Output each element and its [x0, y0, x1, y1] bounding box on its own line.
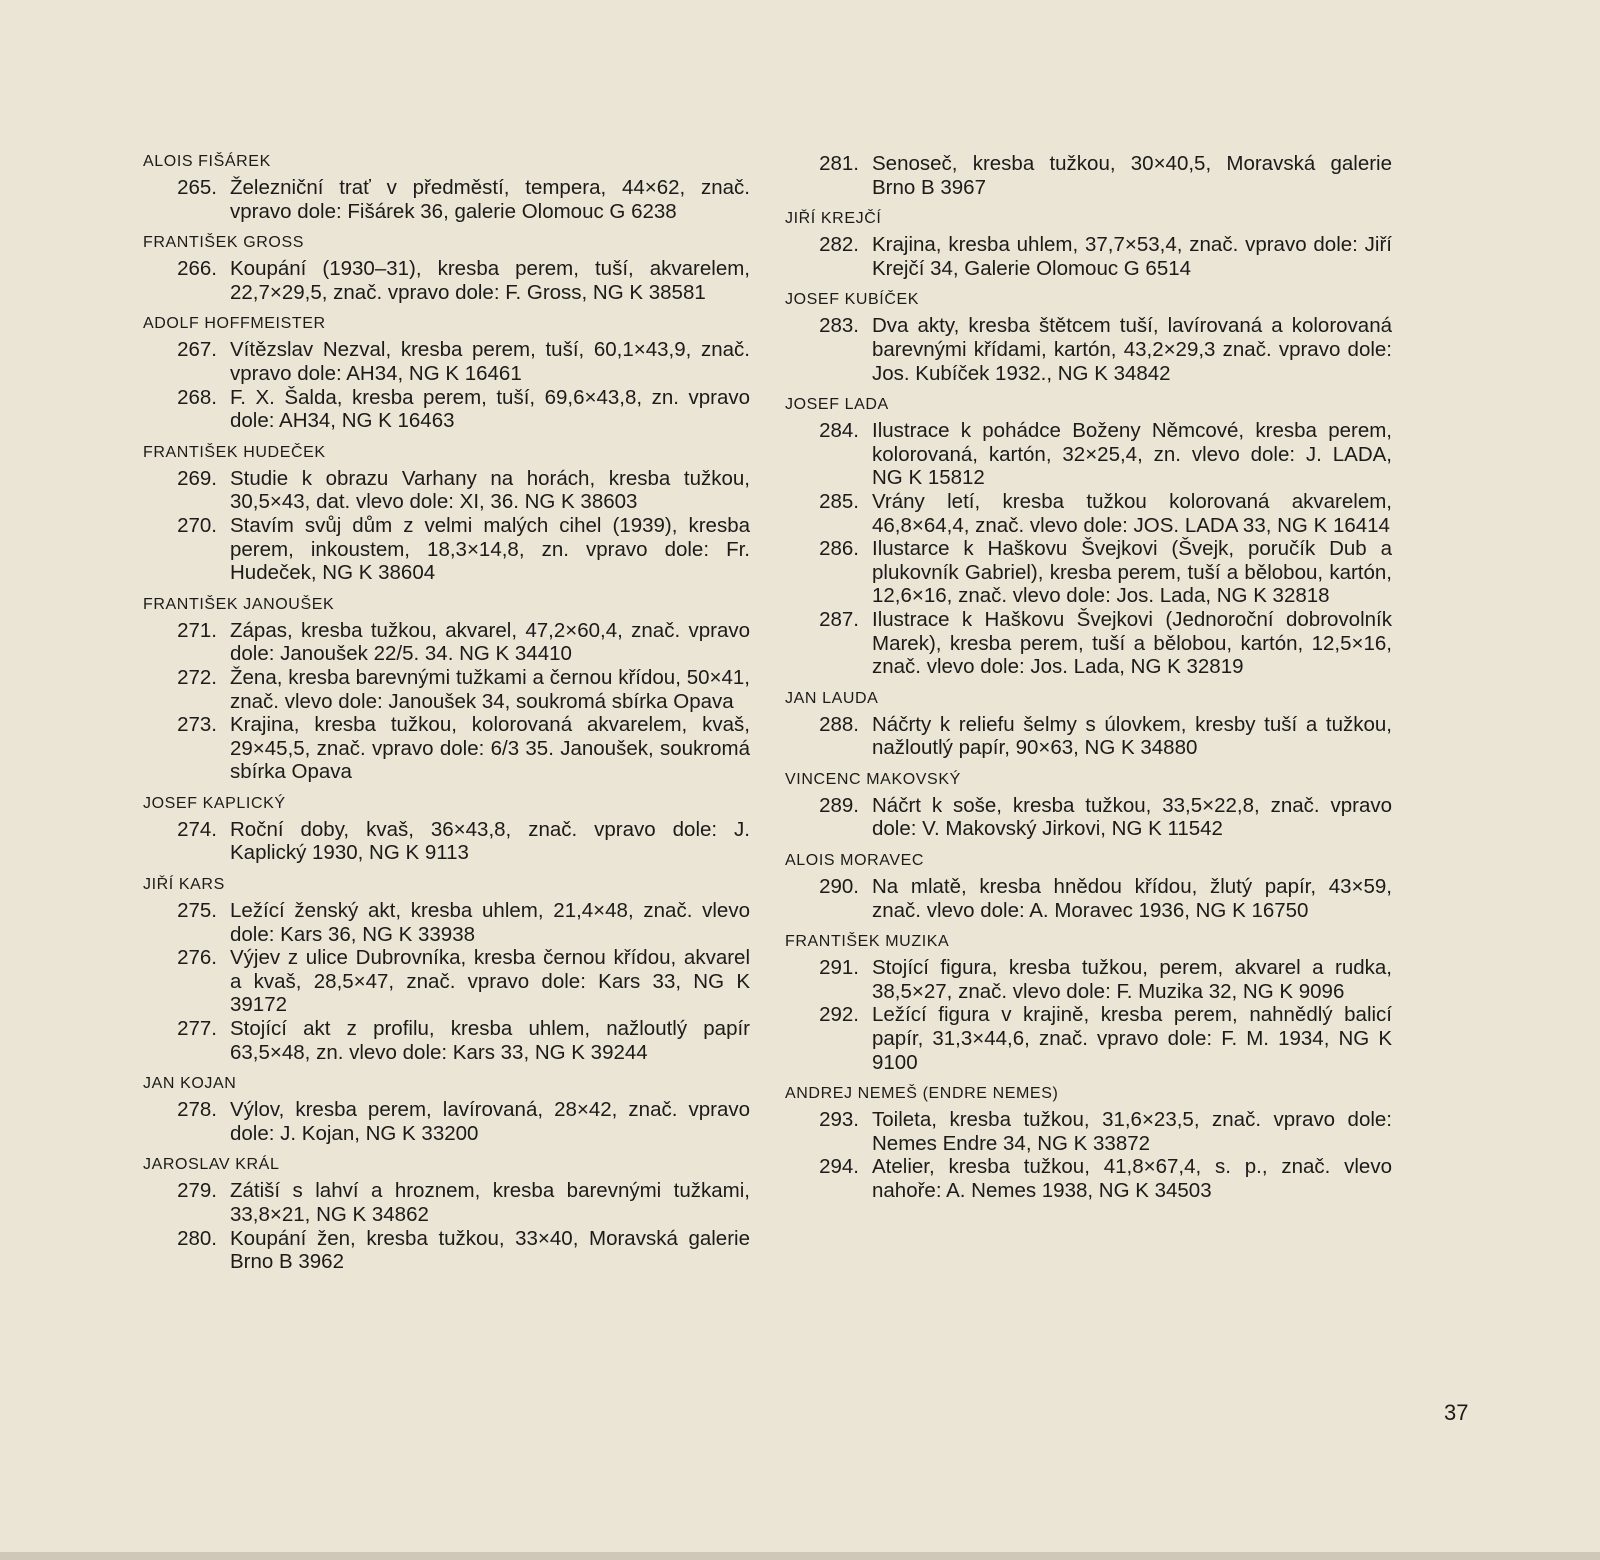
entry-description: Ležící figura v krajině, kresba perem, nahnědlý balicí papír, 31,3×44,6, znač. vpravo dole: F. M. 1934, NG K 9100 [872, 1003, 1392, 1074]
catalog-entry [143, 619, 750, 666]
artist-name: ALOIS FIŠÁREK [143, 153, 271, 170]
catalog-entry [143, 338, 750, 385]
catalog-entry [785, 1003, 1392, 1074]
entry-number: 265. [177, 176, 217, 199]
entry-number: 291. [819, 956, 859, 980]
entry-number: 270. [177, 513, 217, 537]
artist-section [785, 290, 1392, 385]
page-bottom-edge [0, 1552, 1600, 1560]
artist-name: JIŘÍ KREJČÍ [785, 210, 882, 228]
artist-name: JOSEF LADA [785, 396, 889, 414]
entry-number: 276. [177, 946, 217, 970]
catalog-entry [143, 1017, 750, 1064]
left-column [143, 152, 750, 1284]
right-column [785, 152, 1392, 1213]
entry-number: 267. [177, 338, 217, 362]
artist-section [143, 875, 750, 1064]
catalog-entry [143, 818, 750, 865]
entry-description: Studie k obrazu Varhany na horách, kresba tužkou, 30,5×43, dat. vlevo dole: XI, 36. NG K 38603 [230, 466, 750, 514]
entry-description: Vrány letí, kresba tužkou kolorovaná akvarelem, 46,8×64,4, znač. vlevo dole: JOS. LADA 33, NG K 16414 [872, 489, 1392, 537]
artist-section [143, 314, 750, 432]
artist-name: JAN LAUDA [785, 689, 879, 707]
artist-section [785, 1084, 1392, 1202]
entry-description: Výlov, kresba perem, lavírovaná, 28×42, znač. vpravo dole: J. Kojan, NG K 33200 [230, 1098, 750, 1145]
entry-description: Atelier, kresba tužkou, 41,8×67,4, s. p., znač. vlevo nahoře: A. Nemes 1938, NG K 34503 [872, 1155, 1392, 1202]
artist-section [785, 851, 1392, 922]
artist-name: JAN KOJAN [143, 1075, 237, 1093]
catalog-entry [785, 875, 1392, 922]
entry-number: 273. [177, 713, 217, 737]
catalog-entry [785, 794, 1392, 841]
catalog-entry [143, 946, 750, 1017]
artist-name: JOSEF KAPLICKÝ [143, 794, 286, 812]
artist-name: FRANTIŠEK HUDEČEK [143, 443, 326, 461]
artist-name: ALOIS MORAVEC [785, 852, 925, 870]
artist-name: FRANTIŠEK JANOUŠEK [143, 595, 335, 613]
artist-name: JAROSLAV KRÁL [143, 1156, 280, 1174]
entry-description: Ležící ženský akt, kresba uhlem, 21,4×48, znač. vlevo dole: Kars 36, NG K 33938 [230, 899, 750, 946]
catalog-entry [143, 1227, 750, 1274]
catalog-entry [143, 386, 750, 433]
entry-description: Krajina, kresba uhlem, 37,7×53,4, znač. vpravo dole: Jiří Krejčí 34, Galerie Olomouc G 6514 [872, 233, 1392, 280]
entry-description: Koupání (1930–31), kresba perem, tuší, akvarelem, 22,7×29,5, znač. vpravo dole: F. Gross, NG K 38581 [230, 257, 750, 304]
entry-number: 283. [819, 314, 859, 338]
artist-section [143, 595, 750, 784]
catalog-entry [785, 956, 1392, 1003]
entry-description: Dva akty, kresba štětcem tuší, lavírovaná a kolorovaná barevnými křídami, kartón, 43,2×29,3 znač. vpravo dole: Jos. Kubíček 1932., NG K 34842 [872, 314, 1392, 385]
artist-name: ANDREJ NEMEŠ (ENDRE NEMES) [785, 1085, 1059, 1103]
entry-number: 271. [177, 618, 217, 642]
catalog-entry [143, 1098, 750, 1145]
entry-number: 294. [819, 1155, 859, 1179]
catalog-entry [143, 1179, 750, 1226]
entry-description: Koupání žen, kresba tužkou, 33×40, Moravská galerie Brno B 3962 [230, 1226, 750, 1274]
entry-description: Roční doby, kvaš, 36×43,8, znač. vpravo dole: J. Kaplický 1930, NG K 9113 [230, 817, 750, 865]
artist-section [785, 152, 1392, 199]
artist-section [785, 770, 1392, 841]
catalog-entry [785, 419, 1392, 490]
entry-number: 277. [177, 1017, 217, 1041]
entry-description: Vítězslav Nezval, kresba perem, tuší, 60,1×43,9, znač. vpravo dole: AH34, NG K 16461 [230, 338, 750, 385]
entry-number: 289. [819, 793, 859, 817]
entry-description: Železniční trať v předměstí, tempera, 44×62, znač. vpravo dole: Fišárek 36, galerie Olomouc G 6238 [230, 176, 750, 223]
artist-section [785, 932, 1392, 1074]
entry-description: Náčrt k soše, kresba tužkou, 33,5×22,8, znač. vpravo dole: V. Makovský Jirkovi, NG K 11542 [872, 793, 1392, 841]
entry-description: F. X. Šalda, kresba perem, tuší, 69,6×43,8, zn. vpravo dole: AH34, NG K 16463 [230, 385, 750, 433]
entry-description: Výjev z ulice Dubrovníka, kresba černou křídou, akvarel a kvaš, 28,5×47, znač. vpravo dole: Kars 33, NG K 39172 [230, 946, 750, 1017]
entry-number: 278. [177, 1098, 217, 1122]
entry-number: 279. [177, 1179, 217, 1203]
entry-number: 274. [177, 817, 217, 841]
entry-number: 282. [819, 233, 859, 257]
catalog-entry [143, 514, 750, 585]
entry-number: 287. [819, 607, 859, 631]
artist-section [143, 233, 750, 304]
entry-description: Stojící akt z profilu, kresba uhlem, nažloutlý papír 63,5×48, zn. vlevo dole: Kars 33, NG K 39244 [230, 1017, 750, 1064]
catalog-entry [785, 1108, 1392, 1155]
catalog-entry [143, 713, 750, 784]
entry-description: Stojící figura, kresba tužkou, perem, akvarel a rudka, 38,5×27, znač. vlevo dole: F. Muzika 32, NG K 9096 [872, 956, 1392, 1003]
artist-section [143, 1074, 750, 1145]
entry-description: Ilustrace k pohádce Boženy Němcové, kresba perem, kolorovaná, kartón, 32×25,4, zn. vlevo dole: J. LADA, NG K 15812 [872, 419, 1392, 490]
artist-name: JOSEF KUBÍČEK [785, 291, 920, 309]
entry-description: Ilustrace k Haškovu Švejkovi (Jednoroční dobrovolník Marek), kresba perem, tuší a bělobou, kartón, 12,5×16, znač. vlevo dole: Jos. Lada, NG K 32819 [872, 607, 1392, 679]
artist-section [785, 689, 1392, 760]
catalog-entry [143, 467, 750, 514]
artist-name: ADOLF HOFFMEISTER [143, 315, 326, 333]
page-number: 37 [1444, 1400, 1469, 1425]
artist-section [785, 209, 1392, 280]
entry-description: Toileta, kresba tužkou, 31,6×23,5, znač. vpravo dole: Nemes Endre 34, NG K 33872 [872, 1108, 1392, 1155]
artist-section [143, 152, 750, 223]
entry-description: Náčrty k reliefu šelmy s úlovkem, kresby tuší a tužkou, nažloutlý papír, 90×63, NG K 34880 [872, 712, 1392, 760]
catalog-entry [785, 1155, 1392, 1202]
catalog-entry [785, 490, 1392, 537]
entry-number: 266. [177, 257, 217, 281]
artist-section [143, 443, 750, 585]
entry-number: 292. [819, 1003, 859, 1027]
entry-description: Stavím svůj dům z velmi malých cihel (1939), kresba perem, inkoustem, 18,3×14,8, zn. vpravo dole: Fr. Hudeček, NG K 38604 [230, 513, 750, 585]
catalog-entry [785, 152, 1392, 199]
catalog-entry [785, 537, 1392, 608]
entry-description: Zápas, kresba tužkou, akvarel, 47,2×60,4, znač. vpravo dole: Janoušek 22/5. 34. NG K 34410 [230, 618, 750, 666]
artist-name: FRANTIŠEK MUZIKA [785, 933, 950, 951]
catalog-entry [785, 608, 1392, 679]
entry-number: 268. [177, 385, 217, 409]
entry-number: 269. [177, 466, 217, 490]
catalog-entry [785, 314, 1392, 385]
entry-number: 275. [177, 899, 217, 923]
entry-description: Žena, kresba barevnými tužkami a černou křídou, 50×41, znač. vlevo dole: Janoušek 34, soukromá sbírka Opava [230, 665, 750, 713]
catalog-entry [143, 899, 750, 946]
entry-description: Na mlatě, kresba hnědou křídou, žlutý papír, 43×59, znač. vlevo dole: A. Moravec 1936, NG K 16750 [872, 875, 1392, 922]
artist-name: JIŘÍ KARS [143, 876, 225, 894]
catalog-entry [785, 233, 1392, 280]
entry-number: 286. [819, 537, 859, 561]
catalog-entry [143, 666, 750, 713]
entry-description: Zátiší s lahví a hroznem, kresba barevnými tužkami, 33,8×21, NG K 34862 [230, 1179, 750, 1226]
entry-number: 284. [819, 419, 859, 443]
catalog-entry [143, 257, 750, 304]
artist-name: VINCENC MAKOVSKÝ [785, 770, 961, 788]
entry-number: 293. [819, 1108, 859, 1132]
artist-section [143, 1155, 750, 1273]
artist-section [143, 794, 750, 865]
entry-number: 281. [819, 152, 859, 175]
entry-number: 290. [819, 875, 859, 899]
artist-section [785, 395, 1392, 679]
entry-description: Senoseč, kresba tužkou, 30×40,5, Moravská galerie Brno B 3967 [872, 152, 1392, 199]
entry-number: 272. [177, 665, 217, 689]
artist-name: FRANTIŠEK GROSS [143, 234, 305, 252]
entry-number: 285. [819, 489, 859, 513]
entry-description: Krajina, kresba tužkou, kolorovaná akvarelem, kvaš, 29×45,5, znač. vpravo dole: 6/3 35. Janoušek, soukromá sbírka Opava [230, 713, 750, 784]
catalog-entry [143, 176, 750, 223]
entry-number: 288. [819, 712, 859, 736]
entry-number: 280. [177, 1226, 217, 1250]
catalog-entry [785, 713, 1392, 760]
entry-description: Ilustarce k Haškovu Švejkovi (Švejk, poručík Dub a plukovník Gabriel), kresba perem, tuší a bělobou, kartón, 12,6×16, znač. vlevo dole: Jos. Lada, NG K 32818 [872, 537, 1392, 608]
